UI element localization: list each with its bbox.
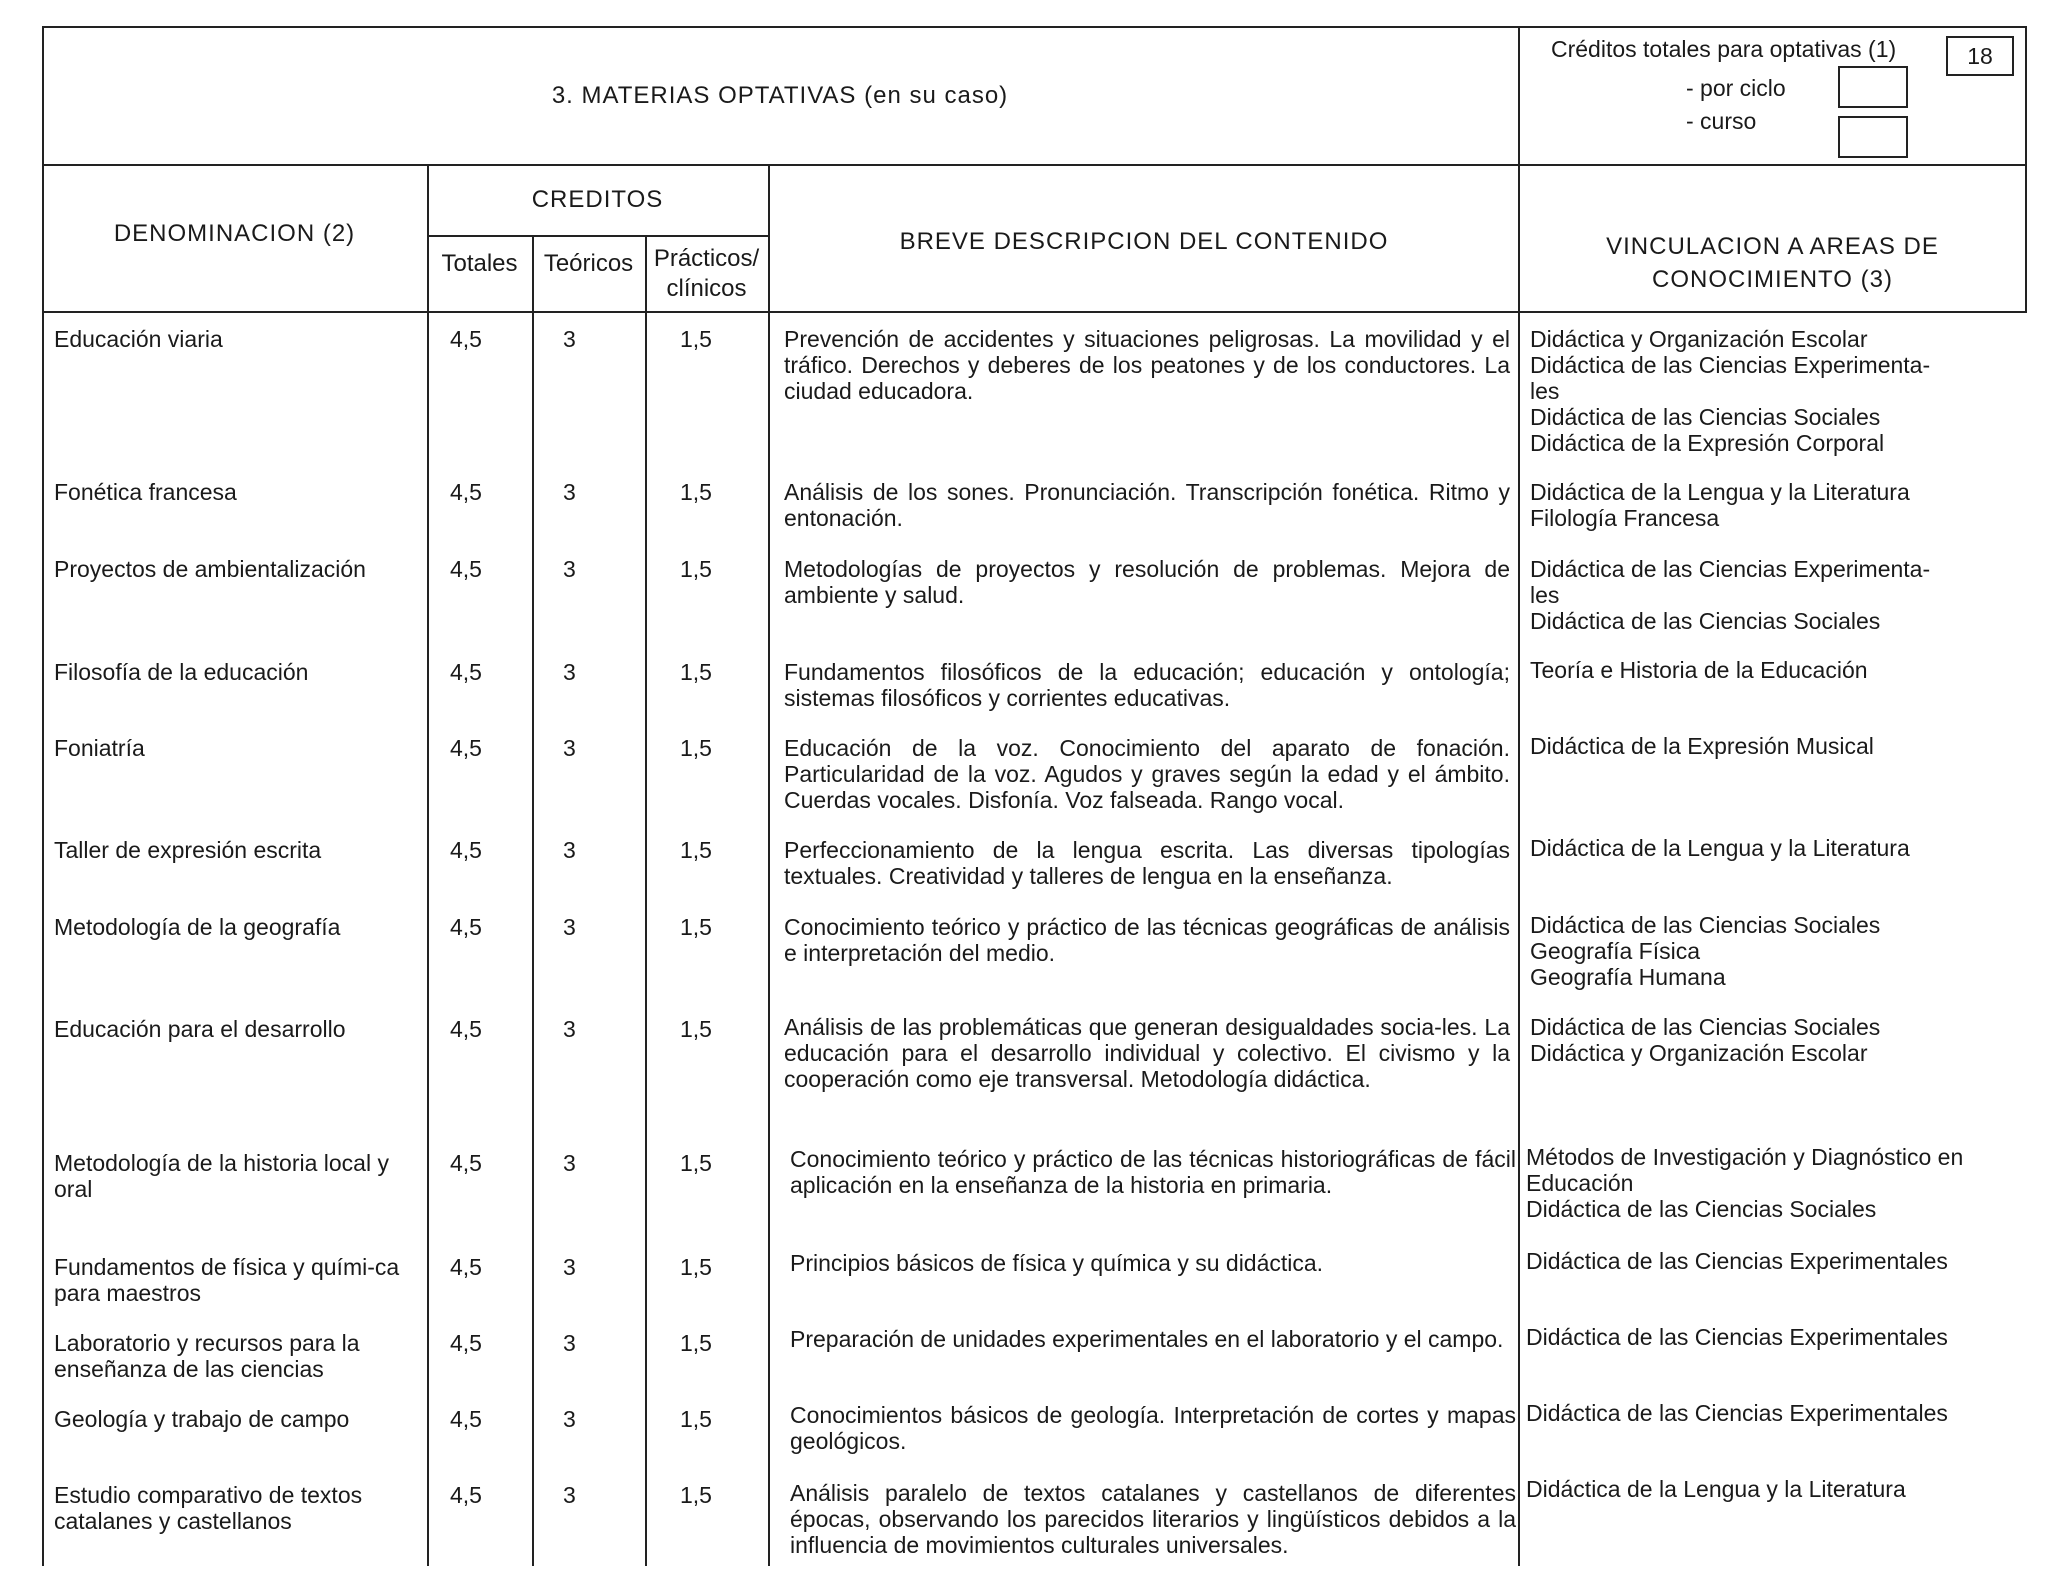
row-practicos: 1,5	[680, 1330, 712, 1356]
row-teoricos: 3	[563, 659, 576, 685]
row-totales: 4,5	[450, 326, 482, 352]
row-practicos: 1,5	[680, 1254, 712, 1280]
area-item: Didáctica de las Ciencias Sociales	[1530, 608, 1881, 634]
course-label: - curso	[1686, 108, 1757, 134]
area-item: Didáctica de la Expresión Musical	[1530, 733, 1874, 759]
col-header-vinculacion	[1520, 230, 2025, 296]
row-practicos: 1,5	[680, 1016, 712, 1042]
area-item: Didáctica de la Lengua y la Literatura	[1530, 479, 1910, 505]
row-name: Foniatría	[54, 735, 145, 761]
row-teoricos: 3	[563, 914, 576, 940]
row-description: Prevención de accidentes y situaciones peligrosas. La movilidad y el tráfico. Derechos y deberes de los peatones y de los conductores. La ciudad educadora.	[784, 326, 1510, 404]
row-areas	[1526, 1248, 2022, 1274]
row-areas	[1530, 733, 2020, 759]
row-totales: 4,5	[450, 837, 482, 863]
credits-total-label: Créditos totales para optativas (1)	[1551, 36, 1897, 62]
row-description: Fundamentos filosóficos de la educación; educación y ontología; sistemas filosóficos y corrientes educativas.	[784, 659, 1510, 711]
table-top-border	[42, 26, 2027, 28]
row-name: Fundamentos de física y quími-ca para maestros	[54, 1254, 400, 1306]
col-header-totales: Totales	[441, 250, 518, 277]
table-left-border	[42, 26, 44, 1566]
credits-total-value: 18	[1967, 43, 1993, 69]
per-cycle-box	[1838, 66, 1908, 108]
row-teoricos: 3	[563, 1482, 576, 1508]
area-item: Didáctica de las Ciencias Experimenta- les	[1530, 556, 1931, 608]
row-practicos: 1,5	[680, 326, 712, 352]
col-divider-denominacion	[427, 164, 429, 1566]
header-divider	[42, 164, 2027, 166]
row-description: Educación de la voz. Conocimiento del aparato de fonación. Particularidad de la voz. Agudos y graves según la edad y el ámbito. Cuerdas vocales. Disfonía. Voz falseada. Rango vocal.	[784, 735, 1510, 813]
row-areas	[1530, 912, 2020, 990]
row-description: Conocimientos básicos de geología. Interpretación de cortes y mapas geológicos.	[790, 1402, 1516, 1454]
area-item: Didáctica de la Expresión Corporal	[1530, 430, 1885, 456]
creditos-subheader-divider	[427, 235, 770, 237]
row-practicos: 1,5	[680, 1150, 712, 1176]
row-totales: 4,5	[450, 1254, 482, 1280]
col-header-descripcion: BREVE DESCRIPCION DEL CONTENIDO	[899, 228, 1389, 255]
row-teoricos: 3	[563, 735, 576, 761]
row-name: Filosofía de la educación	[54, 659, 309, 685]
area-item: Didáctica de las Ciencias Sociales	[1530, 912, 1881, 938]
area-item: Didáctica de las Ciencias Experimenta- les	[1530, 352, 1931, 404]
row-totales: 4,5	[450, 1482, 482, 1508]
area-item: Didáctica de las Ciencias Sociales	[1526, 1196, 1877, 1222]
row-teoricos: 3	[563, 1254, 576, 1280]
column-header-divider	[42, 311, 2027, 313]
area-item: Didáctica de las Ciencias Sociales	[1530, 404, 1881, 430]
row-areas	[1530, 479, 2020, 531]
area-item: Didáctica de la Lengua y la Literatura	[1530, 835, 1910, 861]
row-totales: 4,5	[450, 1016, 482, 1042]
row-practicos: 1,5	[680, 1482, 712, 1508]
row-practicos: 1,5	[680, 735, 712, 761]
col-divider-practicos	[768, 164, 770, 1566]
row-totales: 4,5	[450, 1330, 482, 1356]
row-totales: 4,5	[450, 735, 482, 761]
col-header-creditos: CREDITOS	[531, 186, 664, 213]
table-right-border	[2025, 26, 2027, 313]
col-header-denominacion: DENOMINACION (2)	[113, 220, 356, 247]
row-teoricos: 3	[563, 479, 576, 505]
row-areas	[1526, 1400, 2022, 1426]
row-description: Análisis de los sones. Pronunciación. Transcripción fonética. Ritmo y entonación.	[784, 479, 1510, 531]
row-areas	[1526, 1324, 2022, 1350]
area-item: Geografía Humana	[1530, 964, 1726, 990]
row-description: Principios básicos de física y química y su didáctica.	[790, 1250, 1324, 1276]
row-areas	[1526, 1476, 2022, 1502]
area-item: Filología Francesa	[1530, 505, 1720, 531]
row-description: Conocimiento teórico y práctico de las técnicas geográficas de análisis e interpretación del medio.	[784, 914, 1510, 966]
row-name: Metodología de la historia local y oral	[54, 1150, 389, 1202]
row-description: Análisis paralelo de textos catalanes y castellanos de diferentes épocas, observando los parecidos literarios y lingüísticos debidos a la influencia de movimientos culturales universales.	[790, 1480, 1516, 1558]
row-name: Educación para el desarrollo	[54, 1016, 346, 1042]
row-name: Laboratorio y recursos para la enseñanza de las ciencias	[54, 1330, 360, 1382]
row-description: Perfeccionamiento de la lengua escrita. Las diversas tipologías textuales. Creatividad y talleres de lengua en la enseñanza.	[784, 837, 1510, 889]
row-areas	[1530, 1014, 2020, 1066]
row-practicos: 1,5	[680, 914, 712, 940]
row-practicos: 1,5	[680, 479, 712, 505]
col-header-teoricos: Teóricos	[543, 250, 634, 277]
row-teoricos: 3	[563, 1016, 576, 1042]
area-item: Teoría e Historia de la Educación	[1530, 657, 1868, 683]
row-description: Conocimiento teórico y práctico de las técnicas historiográficas de fácil aplicación en la enseñanza de la historia en primaria.	[790, 1146, 1516, 1198]
row-practicos: 1,5	[680, 556, 712, 582]
area-item: Geografía Física	[1530, 938, 1701, 964]
area-item: Didáctica de la Lengua y la Literatura	[1526, 1476, 1906, 1502]
row-name: Proyectos de ambientalización	[54, 556, 366, 582]
row-areas	[1530, 835, 2020, 861]
area-item: Didáctica y Organización Escolar	[1530, 1040, 1868, 1066]
row-teoricos: 3	[563, 1150, 576, 1176]
row-name: Geología y trabajo de campo	[54, 1406, 350, 1432]
area-item: Didáctica y Organización Escolar	[1530, 326, 1868, 352]
col-divider-totales	[532, 235, 534, 1566]
course-box	[1838, 116, 1908, 158]
row-totales: 4,5	[450, 914, 482, 940]
area-item: Didáctica de las Ciencias Sociales	[1530, 1014, 1881, 1040]
row-practicos: 1,5	[680, 659, 712, 685]
row-name: Fonética francesa	[54, 479, 237, 505]
row-name: Taller de expresión escrita	[54, 837, 322, 863]
per-cycle-label: - por ciclo	[1686, 75, 1786, 101]
row-description: Preparación de unidades experimentales en el laboratorio y el campo.	[790, 1326, 1504, 1352]
row-description: Metodologías de proyectos y resolución de problemas. Mejora de ambiente y salud.	[784, 556, 1510, 608]
area-item: Didáctica de las Ciencias Experimentales	[1526, 1248, 1948, 1274]
row-totales: 4,5	[450, 556, 482, 582]
row-teoricos: 3	[563, 1330, 576, 1356]
col-header-practicos	[645, 244, 768, 304]
row-practicos: 1,5	[680, 837, 712, 863]
section-title: 3. MATERIAS OPTATIVAS (en su caso)	[551, 82, 1009, 109]
row-totales: 4,5	[450, 1406, 482, 1432]
col-header-practicos-line1: Prácticos/	[653, 245, 760, 272]
col-header-practicos-line2: clínicos	[666, 275, 747, 302]
row-name: Educación viaria	[54, 326, 223, 352]
row-areas	[1530, 556, 2020, 634]
row-teoricos: 3	[563, 1406, 576, 1432]
row-description: Análisis de las problemáticas que generan desigualdades socia-les. La educación para el desarrollo individual y colectivo. El civismo y la cooperación como eje transversal. Metodología didáctica.	[784, 1014, 1510, 1092]
row-areas	[1526, 1144, 2022, 1222]
row-teoricos: 3	[563, 556, 576, 582]
row-teoricos: 3	[563, 837, 576, 863]
row-practicos: 1,5	[680, 1406, 712, 1432]
col-header-vinculacion-line1: VINCULACION A AREAS DE	[1606, 233, 1939, 260]
row-totales: 4,5	[450, 659, 482, 685]
row-totales: 4,5	[450, 1150, 482, 1176]
row-totales: 4,5	[450, 479, 482, 505]
col-header-vinculacion-line2: CONOCIMIENTO (3)	[1652, 266, 1893, 293]
row-areas	[1530, 326, 2020, 456]
row-name: Estudio comparativo de textos catalanes y castellanos	[54, 1482, 363, 1534]
area-item: Métodos de Investigación y Diagnóstico en Educación	[1526, 1144, 1964, 1196]
row-areas	[1530, 657, 2020, 683]
area-item: Didáctica de las Ciencias Experimentales	[1526, 1324, 1948, 1350]
row-teoricos: 3	[563, 326, 576, 352]
credits-total-box	[1946, 36, 2014, 76]
row-name: Metodología de la geografía	[54, 914, 341, 940]
col-divider-teoricos	[645, 235, 647, 1566]
area-item: Didáctica de las Ciencias Experimentales	[1526, 1400, 1948, 1426]
